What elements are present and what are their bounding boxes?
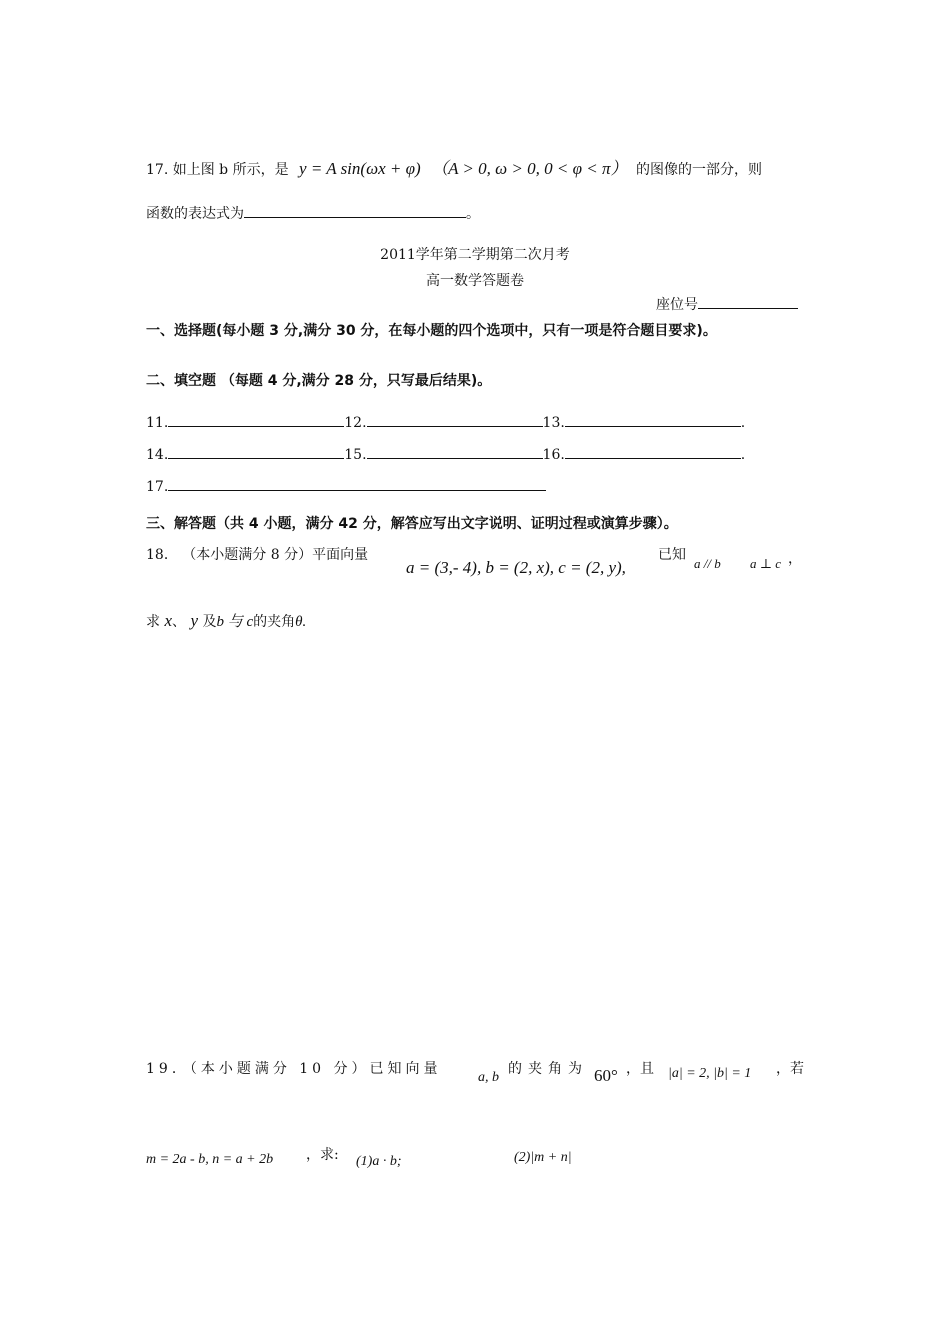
seat-label: 座位号 bbox=[656, 297, 698, 313]
seat-blank[interactable] bbox=[698, 294, 798, 309]
q19-norms: |a| = 2, |b| = 1 bbox=[668, 1066, 752, 1081]
blank-12[interactable] bbox=[367, 412, 543, 427]
q19-angle: 60° bbox=[594, 1066, 618, 1085]
q18-var-y: y bbox=[190, 611, 198, 630]
q18-var-x: x bbox=[164, 611, 172, 630]
q19-m-n-def: m = 2a - b, n = a + 2b bbox=[146, 1152, 274, 1167]
blank-15[interactable] bbox=[367, 444, 543, 459]
blank-label-13: 13. bbox=[542, 415, 565, 431]
blank-row-1-end: . bbox=[740, 415, 746, 431]
q17-formula: y = A sin(ωx + φ) bbox=[299, 159, 421, 178]
q17-line2 bbox=[146, 203, 480, 223]
blank-row-3 bbox=[146, 476, 546, 495]
q18-theta: θ. bbox=[295, 614, 307, 630]
q19-ask: ，求: bbox=[306, 1147, 339, 1163]
blank-label-11: 11. bbox=[146, 415, 169, 431]
q19-angle-text: 的夹角为 bbox=[508, 1061, 588, 1077]
q18-and: 及 bbox=[202, 614, 217, 630]
blank-label-15: 15. bbox=[344, 447, 367, 463]
q19-if: ，若 bbox=[776, 1061, 804, 1077]
q18-sep: 、 bbox=[172, 614, 186, 630]
q19-line1 bbox=[146, 1058, 442, 1078]
q18-ask: 求 bbox=[146, 614, 160, 630]
blank-14[interactable] bbox=[168, 444, 344, 459]
q18-perpendicular: a ⊥ c bbox=[750, 556, 781, 571]
q17-suffix: 的图像的一部分，则 bbox=[635, 162, 762, 178]
q17-prefix: 17. 如上图 b 所示，是 bbox=[146, 162, 289, 178]
blank-16[interactable] bbox=[565, 444, 741, 459]
blank-row-1 bbox=[146, 412, 745, 431]
q18-line2 bbox=[146, 610, 306, 631]
q19-part-1: (1)a · b; bbox=[356, 1154, 402, 1169]
q19-part-2: (2)|m + n| bbox=[514, 1150, 572, 1165]
blank-row-2 bbox=[146, 444, 745, 463]
q18-comma: ， bbox=[788, 551, 802, 567]
q17-condition: （A > 0, ω > 0, 0 < φ < π） bbox=[431, 159, 628, 178]
q18-line1 bbox=[146, 544, 368, 564]
blank-label-16: 16. bbox=[542, 447, 565, 463]
blank-17[interactable] bbox=[168, 476, 546, 491]
blank-label-17: 17. bbox=[146, 479, 169, 495]
q17-answer-blank[interactable] bbox=[244, 203, 466, 218]
q18-lead: 18． （本小题满分 8 分）平面向量 bbox=[146, 547, 369, 563]
exam-subtitle: 高一数学答题卷 bbox=[426, 273, 524, 289]
exam-title: 2011学年第二学期第二次月考 bbox=[380, 247, 570, 263]
blank-11[interactable] bbox=[168, 412, 344, 427]
section-3-heading: 三、解答题（共 4 小题，满分 42 分，解答应写出文字说明、证明过程或演算步骤）。 bbox=[146, 516, 678, 532]
q18-b-and-c: b 与 c bbox=[216, 614, 254, 630]
blank-label-14: 14. bbox=[146, 447, 169, 463]
q18-parallel: a // b bbox=[694, 556, 721, 571]
q19-lead: 19．（本小题满分 10 分）已知向量 bbox=[146, 1061, 442, 1077]
section-2-heading: 二、填空题 （每题 4 分,满分 28 分，只写最后结果)。 bbox=[146, 373, 492, 389]
q19-ab: a, b bbox=[478, 1070, 499, 1085]
blank-row-2-end: . bbox=[740, 447, 746, 463]
q18-known: 已知 bbox=[658, 547, 686, 563]
q18-angle-text: 的夹角 bbox=[253, 614, 296, 630]
blank-label-12: 12. bbox=[344, 415, 367, 431]
q17-line1 bbox=[146, 154, 762, 179]
q19-and: ，且 bbox=[626, 1061, 654, 1077]
q18-vectors: a = (3,- 4), b = (2, x), c = (2, y), bbox=[406, 558, 626, 577]
q17-line2-text: 函数的表达式为 bbox=[146, 206, 244, 222]
q17-line2-end: 。 bbox=[466, 206, 480, 222]
section-1-heading: 一、选择题(每小题 3 分,满分 30 分，在每小题的四个选项中，只有一项是符合题目要求)。 bbox=[146, 323, 717, 339]
seat-number bbox=[656, 294, 798, 314]
blank-13[interactable] bbox=[565, 412, 741, 427]
